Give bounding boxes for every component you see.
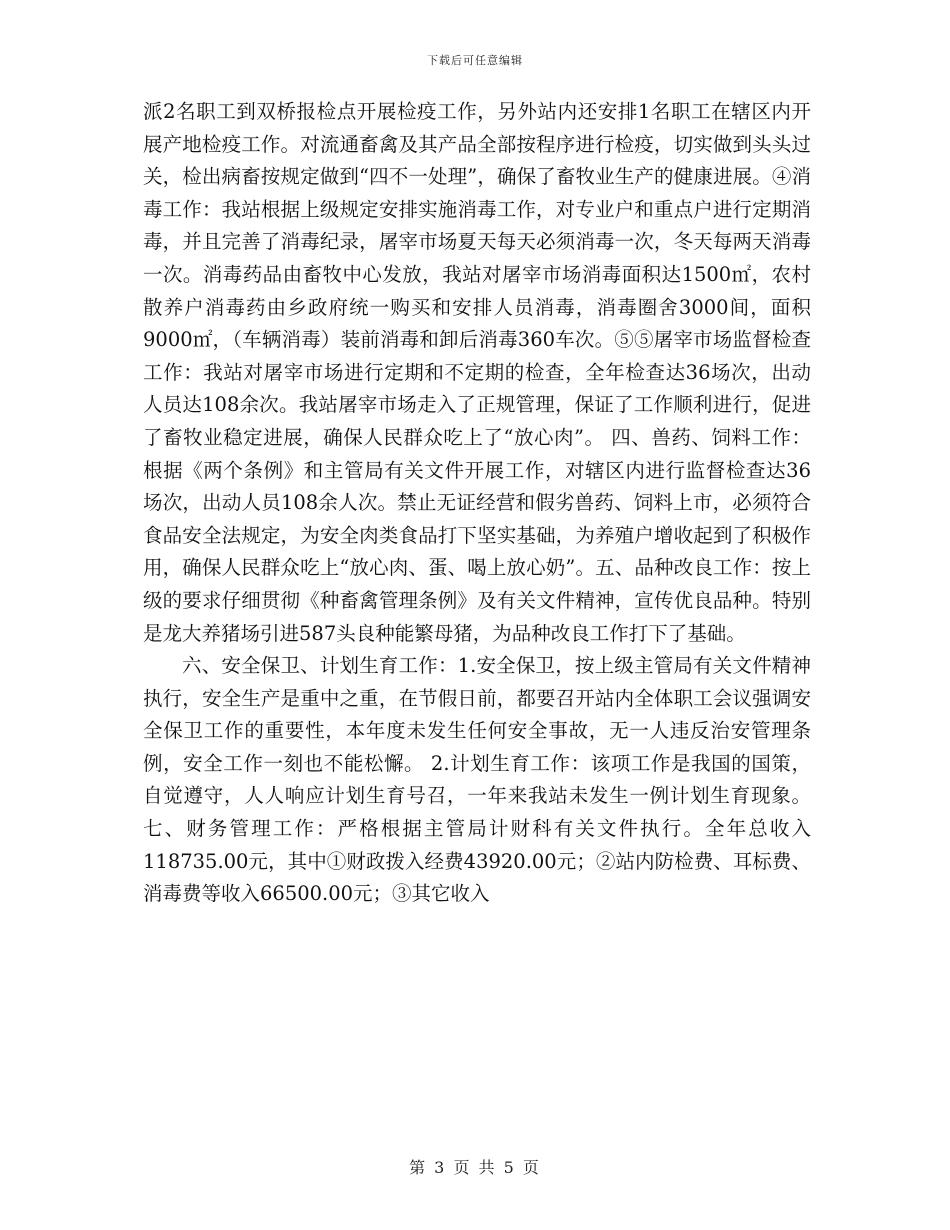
document-body bbox=[143, 96, 811, 911]
page-footer: 第 3 页 共 5 页 bbox=[409, 1158, 541, 1177]
page-header: 下载后可任意编辑 bbox=[427, 54, 523, 67]
paragraph: 派2名职工到双桥报检点开展检疫工作，另外站内还安排1名职工在辖区内开展产地检疫工作。对流通畜禽及其产品全部按程序进行检疫，切实做到头头过关，检出病畜按规定做到“四不一处理”，确保了畜牧业生产的健康进展。④消毒工作：我站根据上级规定安排实施消毒工作，对专业户和重点户进行定期消毒，并且完善了消毒纪录，屠宰市场夏天每天必须消毒一次，冬天每两天消毒一次。消毒药品由畜牧中心发放，我站对屠宰市场消毒面积达1500㎡，农村散养户消毒药由乡政府统一购买和安排人员消毒，消毒圈舍3000间，面积9000㎡，（车辆消毒）装前消毒和卸后消毒360车次。⑤⑤屠宰市场监督检查工作：我站对屠宰市场进行定期和不定期的检查，全年检查达36场次，出动人员达108余次。我站屠宰市场走入了正规管理，保证了工作顺利进行，促进了畜牧业稳定进展，确保人民群众吃上了“放心肉”。 四、兽药、饲料工作：根据《两个条例》和主管局有关文件开展工作，对辖区内进行监督检查达36场次，出动人员108余人次。禁止无证经营和假劣兽药、饲料上市，必须符合食品安全法规定，为安全肉类食品打下坚实基础，为养殖户增收起到了积极作用，确保人民群众吃上“放心肉、蛋、喝上放心奶”。五、品种改良工作：按上级的要求仔细贯彻《种畜禽管理条例》及有关文件精神，宣传优良品种。特别是龙大养猪场引进587头良种能繁母猪，为品种改良工作打下了基础。 bbox=[143, 100, 811, 645]
paragraph: 六、安全保卫、计划生育工作：1.安全保卫，按上级主管局有关文件精神执行，安全生产是重中之重，在节假日前，都要召开站内全体职工会议强调安全保卫工作的重要性，本年度未发生任何安全事故，无一人违反治安管理条例，安全工作一刻也不能松懈。 2.计划生育工作：该项工作是我国的国策，自觉遵守，人人响应计划生育号召，一年来我站未发生一例计划生育现象。 七、财务管理工作：严格根据主管局计财科有关文件执行。全年总收入118735.00元，其中①财政拨入经费43920.00元；②站内防检费、耳标费、消毒费等收入66500.00元；③其它收入 bbox=[143, 654, 811, 906]
